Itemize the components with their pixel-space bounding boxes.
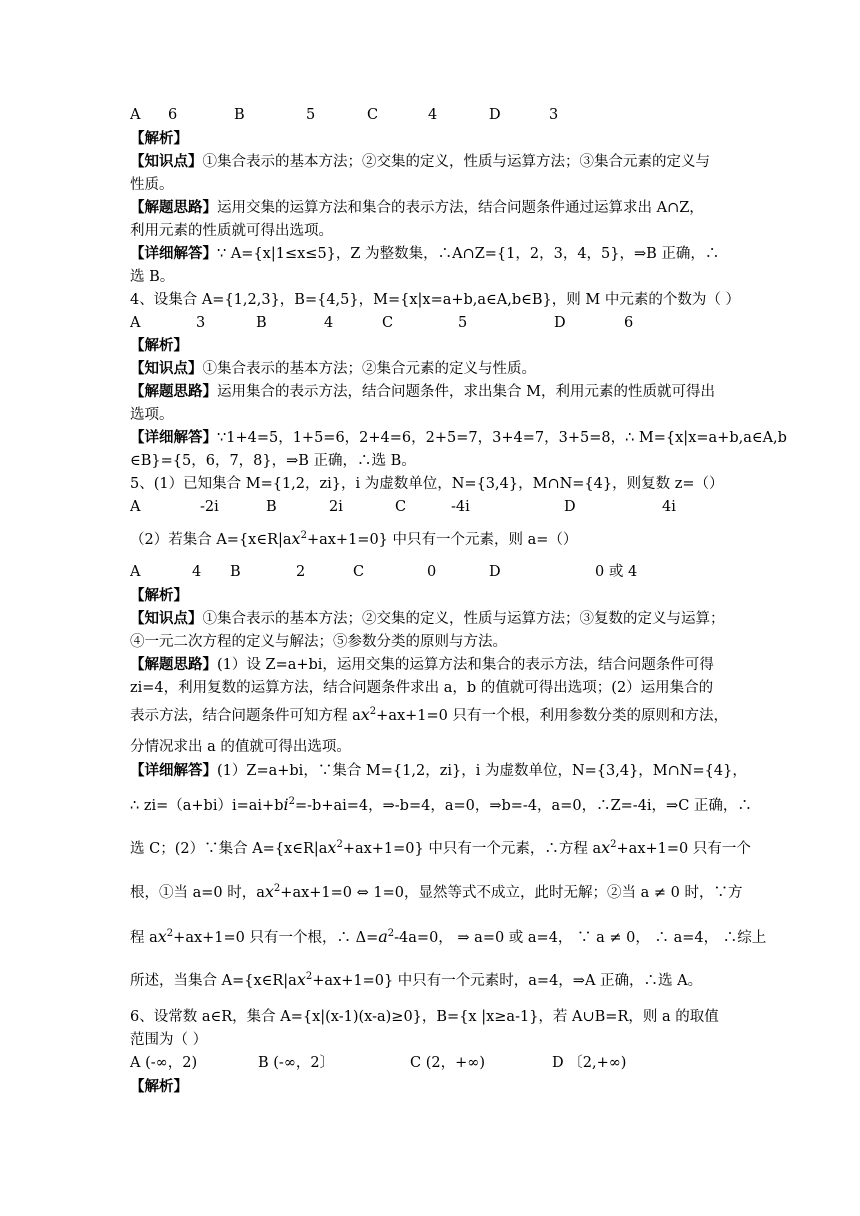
option-value: 4 bbox=[192, 564, 202, 580]
option-letter: C bbox=[382, 315, 394, 331]
solution-idea-cont: zi=4，利用复数的运算方法，结合问题条件求出 a，b 的值就可得出选项；(2）运用集合的 bbox=[130, 680, 714, 696]
question-5-stem-2: （2）若集合 $A=\{x\in R|ax^2+ax+1=0\}$ 中只有一个元素，则 a=（） bbox=[130, 529, 578, 548]
knowledge-point-cont: 性质。 bbox=[130, 177, 174, 193]
analysis-heading: 【解析】 bbox=[130, 130, 188, 147]
knowledge-point: 【知识点】①集合表示的基本方法；②集合元素的定义与性质。 bbox=[130, 360, 536, 377]
q5-options-1 bbox=[130, 497, 676, 517]
option-letter: D bbox=[489, 564, 501, 580]
option: B (-∞，2〕 bbox=[258, 1055, 335, 1071]
option-letter: A bbox=[130, 315, 141, 331]
option-letter: A bbox=[130, 564, 141, 580]
option-value: 5 bbox=[458, 315, 468, 331]
option-value: 4 bbox=[324, 315, 334, 331]
option-letter: D bbox=[489, 107, 501, 123]
detailed-answer-cont: ∈B}={5，6，7，8}，⇒B 正确，∴选 B。 bbox=[130, 453, 416, 469]
knowledge-point: 【知识点】①集合表示的基本方法；②交集的定义，性质与运算方法；③复数的定义与运算； bbox=[130, 610, 725, 627]
detailed-answer-cont: 程 $ax^2+ax+1=0$ 只有一个根，∴ $\Delta=a^2-4a=0$， ⇒ a=0 或 a=4， ∵ a ≠ 0， ∴ a=4， ∴综上 bbox=[130, 927, 767, 946]
option-value: 3 bbox=[196, 315, 206, 331]
option-value: 3 bbox=[549, 107, 559, 123]
option-value: 4 bbox=[428, 107, 438, 123]
question-6-stem: 6、设常数 a∈R，集合 A={x|(x-1)(x-a)≥0}，B={x |x≥a-1}，若 A∪B=R，则 a 的取值 bbox=[130, 1009, 719, 1025]
option-letter: B bbox=[234, 107, 245, 123]
question-5-stem-1: 5、(1）已知集合 M={1,2，zi}，i 为虚数单位，N={3,4}，M∩N={4}，则复数 z=（） bbox=[130, 476, 724, 492]
q4-options bbox=[130, 313, 633, 333]
option-value: -4i bbox=[451, 499, 470, 515]
option-letter: D bbox=[564, 499, 576, 515]
analysis-heading: 【解析】 bbox=[130, 1078, 188, 1095]
detailed-answer: 【详细解答】(1）Z=a+bi，∵集合 M={1,2，zi}，i 为虚数单位，N={3,4}，M∩N={4}， bbox=[130, 762, 747, 779]
knowledge-point: 【知识点】①集合表示的基本方法；②交集的定义，性质与运算方法；③集合元素的定义与 bbox=[130, 153, 710, 170]
detailed-answer-cont: 根，①当 a=0 时，$ax^2+ax+1=0$ ⇔ 1=0，显然等式不成立，此时无解；②当 a ≠ 0 时，∵方 bbox=[130, 882, 743, 901]
q5-options-2 bbox=[130, 562, 637, 582]
detailed-answer-cont: 选 C；(2）∵集合 $A=\{x\in R|ax^2+ax+1=0\}$ 中只有一个元素，∴方程 $ax^2+ax+1=0$ 只有一个 bbox=[130, 838, 751, 857]
option-value: 2i bbox=[329, 499, 343, 515]
solution-idea: 【解题思路】(1）设 Z=a+bi，运用交集的运算方法和集合的表示方法，结合问题条件可得 bbox=[130, 656, 714, 673]
solution-idea-cont: 利用元素的性质就可得出选项。 bbox=[130, 223, 333, 239]
option-value: 4i bbox=[662, 499, 676, 515]
option: D 〔2,+∞) bbox=[552, 1055, 627, 1071]
detailed-answer-cont: 选 B。 bbox=[130, 269, 175, 285]
option-letter: B bbox=[266, 499, 277, 515]
detailed-answer-cont: ∴ $zi=(a+bi)i=ai+bi^2=-b+ai=4$，⇒-b=4，a=0，⇒b=-4，a=0，∴Z=-4i，⇒C 正确，∴ bbox=[130, 795, 752, 814]
option-letter: B bbox=[256, 315, 267, 331]
option-letter: C bbox=[367, 107, 379, 123]
option: C (2，+∞) bbox=[410, 1055, 485, 1071]
option-value: 6 bbox=[624, 315, 634, 331]
option-letter: A bbox=[130, 107, 141, 123]
detailed-answer-cont: 所述，当集合 $A=\{x\in R|ax^2+ax+1=0\}$ 中只有一个元素时，a=4，⇒A 正确，∴选 A。 bbox=[130, 970, 703, 989]
option-value: 0 或 4 bbox=[595, 564, 638, 580]
option-value: -2i bbox=[200, 499, 219, 515]
knowledge-point-cont: ④一元二次方程的定义与解法；⑤参数分类的原则与方法。 bbox=[130, 634, 507, 650]
option-letter: A bbox=[130, 499, 141, 515]
option-value: 0 bbox=[427, 564, 437, 580]
q3-options bbox=[130, 105, 558, 125]
solution-idea-cont: 表示方法，结合问题条件可知方程 $ax^2+ax+1=0$ 只有一个根，利用参数分类的原则和方法， bbox=[130, 705, 729, 724]
solution-idea: 【解题思路】运用集合的表示方法，结合问题条件，求出集合 M，利用元素的性质就可得出 bbox=[130, 383, 715, 400]
option-letter: C bbox=[353, 564, 365, 580]
option-value: 6 bbox=[168, 107, 178, 123]
solution-idea: 【解题思路】运用交集的运算方法和集合的表示方法，结合问题条件通过运算求出 A∩Z， bbox=[130, 199, 704, 216]
analysis-heading: 【解析】 bbox=[130, 337, 188, 354]
solution-idea-cont: 选项。 bbox=[130, 407, 174, 423]
detailed-answer: 【详细解答】∵ A={x|1≤x≤5}，Z 为整数集，∴A∩Z={1，2，3，4，5}，⇒B 正确，∴ bbox=[130, 245, 720, 262]
option: A (-∞，2) bbox=[130, 1055, 198, 1071]
question-4-stem: 4、设集合 A={1,2,3}，B={4,5}，M={x|x=a+b,a∈A,b∈B}，则 M 中元素的个数为（ ） bbox=[130, 292, 740, 308]
q6-options bbox=[130, 1053, 626, 1073]
option-value: 2 bbox=[296, 564, 306, 580]
detailed-answer: 【详细解答】∵1+4=5，1+5=6，2+4=6，2+5=7，3+4=7，3+5=8，∴ M={x|x=a+b,a∈A,b bbox=[130, 429, 787, 446]
option-value: 5 bbox=[306, 107, 316, 123]
option-letter: D bbox=[554, 315, 566, 331]
option-letter: B bbox=[230, 564, 241, 580]
option-letter: C bbox=[395, 499, 407, 515]
solution-idea-cont: 分情况求出 a 的值就可得出选项。 bbox=[130, 739, 351, 755]
question-6-stem-cont: 范围为（ ） bbox=[130, 1032, 208, 1048]
analysis-heading: 【解析】 bbox=[130, 587, 188, 604]
